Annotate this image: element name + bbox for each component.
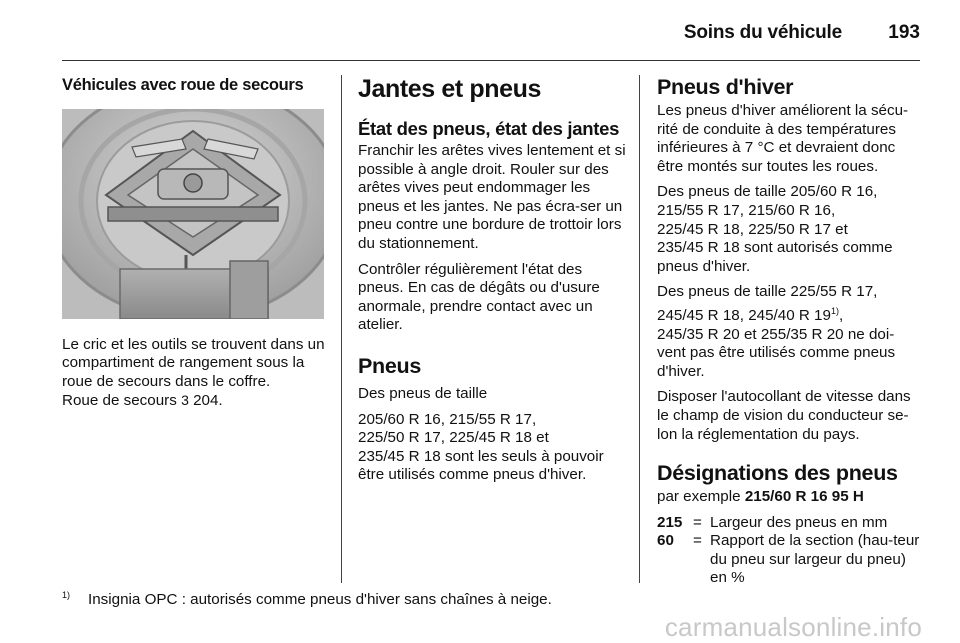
tyres-sizes bbox=[358, 411, 626, 485]
header-rule bbox=[62, 60, 920, 61]
page-number: 193 bbox=[888, 22, 920, 43]
tyre-condition-p2: Contrôler régulièrement l'état des pneus. En cas de dégâts ou d'usure anormale, prendre contact avec un atelier. bbox=[358, 260, 600, 334]
definition-description: Rapport de la section (hau-teur du pneu sur largeur du pneu) en % bbox=[710, 532, 920, 587]
winter-tyres-p4: Disposer l'autocollant de vitesse dans le champ de vision du conducteur se-lon la réglementation du pays. bbox=[657, 388, 911, 443]
winter-tyres-p1: Les pneus d'hiver améliorent la sécu-rité de conduite à des températures inférieures à 7 °C et devraient donc être montés sur toutes les roues. bbox=[657, 102, 909, 175]
punctuation: , bbox=[838, 306, 844, 324]
winter-size-line: 235/45 R 18 sont autorisés comme pneus d'hiver. bbox=[657, 239, 893, 275]
column-divider-1 bbox=[341, 75, 342, 583]
jack-in-spare-wheel-icon bbox=[62, 109, 324, 319]
reference-label: Roue de secours bbox=[62, 392, 177, 410]
toolkit-location-text: Le cric et les outils se trouvent dans un compartiment de rangement sous la roue de secours dans le coffre. bbox=[62, 335, 325, 390]
winter-excluded-line: Des pneus de taille 225/55 R 17, bbox=[657, 283, 878, 301]
tyre-size-line: 225/50 R 17, 225/45 R 18 et bbox=[358, 429, 549, 447]
definition-equals: = bbox=[693, 513, 702, 531]
footnote-mark: 1) bbox=[62, 590, 71, 600]
winter-size-line: Des pneus de taille 205/60 R 16, bbox=[657, 183, 878, 201]
reference-arrow-icon: 3 bbox=[181, 392, 189, 409]
section-title-wheels-tyres: Jantes et pneus bbox=[358, 75, 541, 103]
winter-excluded-line: 245/45 R 18, 245/40 R 19 bbox=[657, 306, 831, 324]
column-3 bbox=[657, 74, 922, 588]
spare-wheel-reference bbox=[62, 391, 326, 411]
winter-tyres-p2 bbox=[657, 183, 922, 276]
footnote-text: Insignia OPC : autorisés comme pneus d'hiver sans chaînes à neige. bbox=[88, 591, 552, 608]
definition-row bbox=[657, 514, 922, 533]
winter-size-line: 225/45 R 18, 225/50 R 17 et bbox=[657, 220, 848, 238]
tyre-size-line: 205/60 R 16, 215/55 R 17, bbox=[358, 410, 537, 428]
definition-row bbox=[657, 532, 922, 588]
tyre-size-line: 235/45 R 18 sont les seuls à pouvoir être utilisés comme pneus d'hiver. bbox=[358, 447, 604, 484]
header-title: Soins du véhicule bbox=[683, 22, 842, 43]
tyre-condition-p1: Franchir les arêtes vives lentement et si possible à angle droit. Rouler sur des arêtes vives peut endommager les pneus et les jantes. Ne pas écra-ser un pneu contre une bordure de trottoir lors du stationnement. bbox=[358, 142, 626, 252]
column-2 bbox=[358, 74, 626, 492]
designation-example bbox=[657, 488, 922, 507]
definition-description: Largeur des pneus en mm bbox=[710, 513, 888, 531]
winter-size-line: 215/55 R 17, 215/60 R 16, bbox=[657, 201, 836, 219]
watermark: carmanualsonline.info bbox=[664, 612, 922, 642]
spare-wheel-heading: Véhicules avec roue de secours bbox=[62, 76, 304, 94]
example-prefix: par exemple bbox=[657, 488, 741, 506]
tyre-condition-heading: État des pneus, état des jantes bbox=[358, 118, 620, 139]
column-divider-2 bbox=[639, 75, 640, 583]
definition-term: 60 bbox=[657, 532, 674, 550]
footnote bbox=[62, 590, 552, 608]
definition-term: 215 bbox=[657, 513, 683, 531]
winter-tyres-p3 bbox=[657, 283, 922, 381]
column-1 bbox=[62, 74, 326, 418]
tyres-heading: Pneus bbox=[358, 353, 422, 378]
tyres-intro: Des pneus de taille bbox=[358, 384, 488, 402]
tyre-designations-heading: Désignations des pneus bbox=[657, 461, 898, 486]
winter-excluded-rest: 245/35 R 20 et 255/35 R 20 ne doi-vent pas être utilisés comme pneus d'hiver. bbox=[657, 325, 896, 380]
reference-page-link[interactable]: 204. bbox=[193, 392, 223, 410]
winter-tyres-heading: Pneus d'hiver bbox=[657, 75, 794, 99]
example-value: 215/60 R 16 95 H bbox=[744, 488, 864, 506]
definition-equals: = bbox=[693, 532, 702, 550]
footnote-marker: 1) bbox=[830, 305, 839, 316]
jack-toolkit-illustration bbox=[62, 109, 324, 319]
